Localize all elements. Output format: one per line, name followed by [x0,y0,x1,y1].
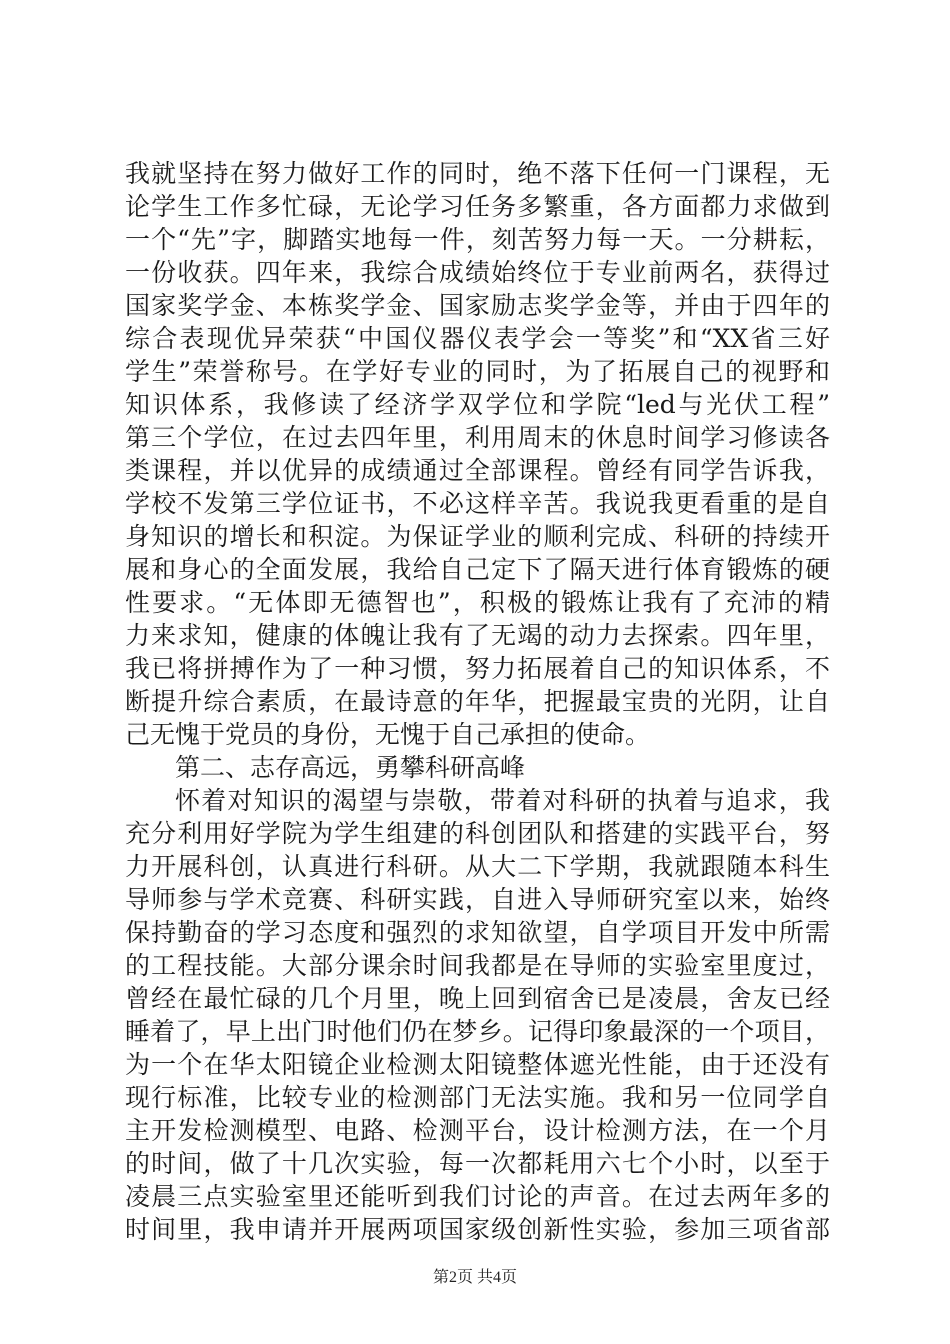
text-line: 学生”荣誉称号。在学好专业的同时，为了拓展自己的视野和 [125,357,830,386]
text-line: 性要求。“无体即无德智也”，积极的锻炼让我有了充沛的精 [125,588,830,617]
text-line: 充分利用好学院为学生组建的科创团队和搭建的实践平台，努 [125,819,830,848]
text-line: 的时间，做了十几次实验，每一次都耗用六七个小时，以至于 [125,1149,830,1178]
text-line: 展和身心的全面发展，我给自己定下了隔天进行体育锻炼的硬 [125,555,830,584]
paragraph-1 [125,157,830,751]
text-line: 现行标准，比较专业的检测部门无法实施。我和另一位同学自 [125,1083,830,1112]
text-line: 学校不发第三学位证书，不必这样辛苦。我说我更看重的是自 [125,489,830,518]
text-line: 国家奖学金、本栋奖学金、国家励志奖学金等，并由于四年的 [125,291,830,320]
text-line: 我就坚持在努力做好工作的同时，绝不落下任何一门课程，无 [125,159,830,188]
text-line: 为一个在华太阳镜企业检测太阳镜整体遮光性能，由于还没有 [125,1050,830,1079]
text-line: 保持勤奋的学习态度和强烈的求知欲望，自学项目开发中所需 [125,918,830,947]
text-line: 类课程，并以优异的成绩通过全部课程。曾经有同学告诉我， [125,456,830,485]
text-line: 睡着了，早上出门时他们仍在梦乡。记得印象最深的一个项目， [125,1017,830,1046]
text-line: 力来求知，健康的体魄让我有了无竭的动力去探索。四年里， [125,621,830,650]
text-line: 综合表现优异荣获“中国仪器仪表学会一等奖”和“XX省三好 [125,324,830,353]
section-heading: 第二、志存高远，勇攀科研高峰 [175,753,526,782]
text-line: 主开发检测模型、电路、检测平台，设计检测方法，在一个月 [125,1116,830,1145]
text-line: 断提升综合素质，在最诗意的年华，把握最宝贵的光阴，让自 [125,687,830,716]
text-line: 知识体系，我修读了经济学双学位和学院“led与光伏工程” [125,390,830,419]
text-line: 的工程技能。大部分课余时间我都是在导师的实验室里度过， [125,951,830,980]
text-line: 论学生工作多忙碌，无论学习任务多繁重，各方面都力求做到 [125,192,830,221]
text-line: 第三个学位，在过去四年里，利用周末的休息时间学习修读各 [125,423,830,452]
document-body [125,157,830,1246]
text-line: 己无愧于党员的身份，无愧于自己承担的使命。 [125,720,651,749]
text-line: 一份收获。四年来，我综合成绩始终位于专业前两名，获得过 [125,258,830,287]
text-line: 一个“先”字，脚踏实地每一件，刻苦努力每一天。一分耕耘， [125,225,830,254]
text-line: 导师参与学术竞赛、科研实践，自进入导师研究室以来，始终 [125,885,830,914]
text-line: 力开展科创，认真进行科研。从大二下学期，我就跟随本科生 [125,852,830,881]
text-line: 时间里，我申请并开展两项国家级创新性实验，参加三项省部 [125,1215,830,1244]
text-line: 曾经在最忙碌的几个月里，晚上回到宿舍已是凌晨，舍友已经 [125,984,830,1013]
paragraph-2 [125,784,830,1246]
text-line: 凌晨三点实验室里还能听到我们讨论的声音。在过去两年多的 [125,1182,830,1211]
page-footer: 第2页 共4页 [432,1269,517,1286]
text-line: 身知识的增长和积淀。为保证学业的顺利完成、科研的持续开 [125,522,830,551]
text-line: 我已将拼搏作为了一种习惯，努力拓展着自己的知识体系，不 [125,654,830,683]
text-line: 怀着对知识的渴望与崇敬，带着对科研的执着与追求，我 [175,786,830,815]
